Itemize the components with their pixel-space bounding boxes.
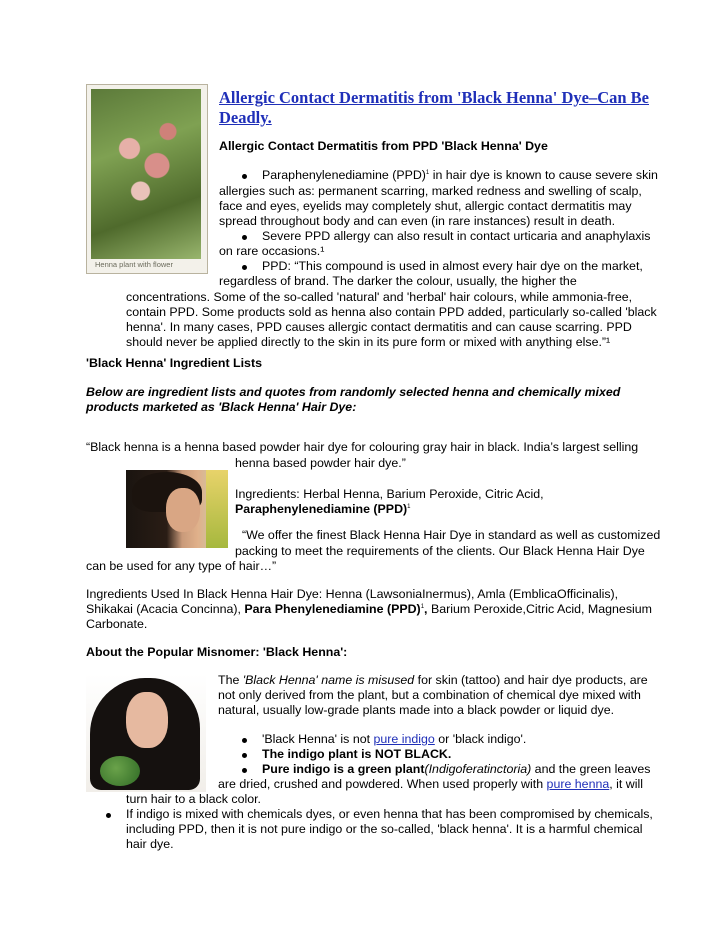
quote-2-line-3: can be used for any type of hair…” (86, 559, 277, 573)
subtitle: Allergic Contact Dermatitis from PPD 'Black Henna' Dye (219, 139, 548, 153)
indigo-leaf-image (100, 756, 140, 786)
intro-bullet-3-line-5: henna'. In many cases, PPD causes allergic contact dermatitis and can cause scarring. PPD (126, 320, 632, 334)
quote-1-line-2: henna based powder hair dye.” (235, 456, 406, 470)
misnomer-bullet-4-line-2: including PPD, then it is not pure indigo or the so-called, 'black henna'. It is a harmful chemical (126, 822, 643, 836)
intro-bullet-2-line-2: on rare occasions.¹ (219, 244, 325, 258)
bullet-dot (242, 738, 247, 743)
page-title-line-2[interactable]: Deadly. (219, 108, 272, 127)
misnomer-para-line-3: natural, usually low-grade plants made into a black powder or liquid dye. (218, 703, 615, 717)
intro-bullet-3-line-1: PPD: “This compound is used in almost every hair dye on the market, (262, 259, 643, 273)
misnomer-para-line-2: not only derived from the plant, but a combination of chemical dye mixed with (218, 688, 641, 702)
page-title-line-1[interactable]: Allergic Contact Dermatitis from 'Black Henna' Dye–Can Be (219, 88, 649, 107)
intro-bullet-3-line-2: regardless of brand. The darker the colour, usually, the higher the (219, 274, 577, 288)
bullet-dot (242, 235, 247, 240)
intro-bullet-1-line-4: spread throughout body and can even (in rare instances) result in death. (219, 214, 616, 228)
misnomer-bullet-4-line-1: If indigo is mixed with chemicals dyes, or even henna that has been compromised by chemicals, (126, 807, 653, 821)
henna-plant-photo (86, 84, 208, 274)
pure-indigo-link[interactable]: pure indigo (373, 732, 435, 746)
misnomer-bullet-3-line-1: Pure indigo is a green plant(Indigoferatinctoria) and the green leaves (262, 762, 651, 776)
ingredients-lead-line-2: products marketed as 'Black Henna' Hair Dye: (86, 400, 357, 414)
quote-1-line-1: “Black henna is a henna based powder hair dye for colouring gray hair in black. India’s largest selling (86, 440, 639, 454)
ingredient-list-line-1: Ingredients Used In Black Henna Hair Dye: Henna (LawsoniaInermus), Amla (EmblicaOfficinalis), (86, 587, 619, 601)
hair-dye-model-photo (126, 470, 228, 548)
bullet-dot (106, 813, 111, 818)
intro-bullet-3-line-3: concentrations. Some of the so-called 'natural' and 'herbal' hair colours, while ammonia-free, (126, 290, 633, 304)
misnomer-bullet-3-line-3: turn hair to a black color. (126, 792, 261, 806)
photo-caption: Henna plant with flower (95, 260, 173, 269)
section-heading-misnomer: About the Popular Misnomer: 'Black Henna': (86, 645, 348, 659)
misnomer-bullet-3-line-2: are dried, crushed and powdered. When used properly with pure henna, it will (218, 777, 643, 791)
misnomer-bullet-1: 'Black Henna' is not pure indigo or 'black indigo'. (262, 732, 527, 746)
intro-bullet-1-line-2: allergies such as: permanent scarring, marked redness and swelling of scalp, (219, 184, 642, 198)
bullet-dot (242, 768, 247, 773)
misnomer-para-line-1: The 'Black Henna' name is misused for skin (tattoo) and hair dye products, are (218, 673, 648, 687)
intro-bullet-1-line-3: face and eyes, eyelids may completely shut, allergic contact dermatitis may (219, 199, 632, 213)
product-box-image (206, 470, 228, 548)
bullet-dot (242, 174, 247, 179)
pure-henna-link[interactable]: pure henna (546, 777, 610, 791)
intro-bullet-3-line-4: contain PPD. Some products sold as henna also contain PPD added, particularly so-called 'black (126, 305, 657, 319)
quote-2-line-1: “We offer the finest Black Henna Hair Dye in standard as well as customized (242, 528, 661, 542)
dark-hair-model-photo (86, 674, 206, 792)
section-heading-ingredients: 'Black Henna' Ingredient Lists (86, 356, 262, 370)
bullet-dot (242, 753, 247, 758)
henna-plant-image (91, 89, 201, 259)
intro-bullet-2-line-1: Severe PPD allergy can also result in contact urticaria and anaphylaxis (262, 229, 651, 243)
intro-bullet-3-line-6: should never be applied directly to the skin in its pure form or mixed with anything else.”¹ (126, 335, 611, 349)
intro-bullet-1-line-1: Paraphenylenediamine (PPD)$^1$ in hair dye is known to cause severe skin (262, 168, 658, 182)
quote-2-line-2: packing to meet the requirements of the clients. Our Black Henna Hair Dye (235, 544, 645, 558)
ingredients-line-2: Paraphenylenediamine (PPD)$^1$ (235, 502, 411, 516)
misnomer-bullet-4-line-3: hair dye. (126, 837, 174, 851)
misnomer-bullet-2: The indigo plant is NOT BLACK. (262, 747, 452, 761)
ingredients-line-1: Ingredients: Herbal Henna, Barium Peroxide, Citric Acid, (235, 487, 544, 501)
ingredient-list-line-2: Shikakai (Acacia Concinna), Para Phenylenediamine (PPD)$^1$, Barium Peroxide,Citric Acid, Magnesium (86, 602, 652, 616)
ingredients-lead-line-1: Below are ingredient lists and quotes from randomly selected henna and chemically mixed (86, 385, 621, 399)
ingredient-list-line-3: Carbonate. (86, 617, 148, 631)
bullet-dot (242, 265, 247, 270)
